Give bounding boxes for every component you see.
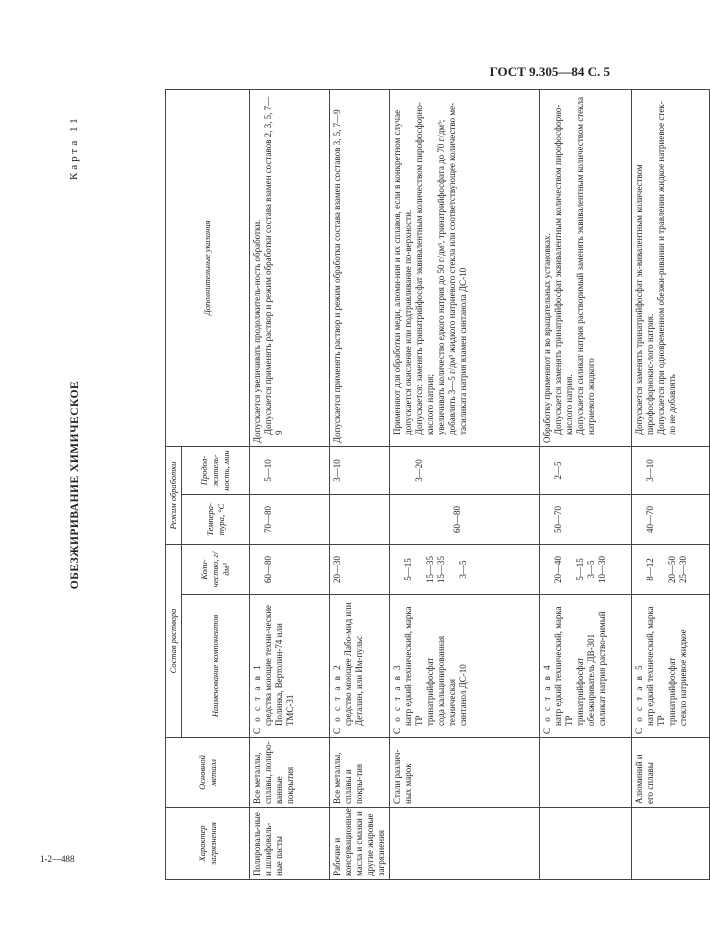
composition-label: С о с т а в 2 bbox=[332, 663, 342, 734]
header-duration: Продол-житель-ность, мин bbox=[182, 446, 250, 494]
components-cell bbox=[330, 595, 390, 738]
header-temperature: Темпера-тура, °С bbox=[182, 494, 250, 544]
quantity: 3—5 bbox=[586, 560, 596, 579]
temperature-cell bbox=[632, 494, 710, 544]
page-footer-code: 1-2—488 bbox=[40, 854, 75, 864]
note: добавлять 3—5 г/дм³ жидкого натриевого стекла или соответствующее количество ме-тасиликата натрия взамен синтанола ДС-10 bbox=[447, 102, 468, 435]
header-quantity: Коли-чество, г/дм³ bbox=[182, 544, 250, 594]
quantity: 5—15 bbox=[403, 558, 413, 581]
header-components: Наименование компонентов bbox=[182, 595, 250, 738]
note: Допускается при одновременном обезжи-ривании и травлении жидкое натриевое стек-ло не добавлять bbox=[656, 101, 677, 435]
component: тринатрийфосфат bbox=[667, 657, 677, 726]
components-cell bbox=[632, 595, 710, 738]
component: сода кальцинированная техническая bbox=[436, 635, 457, 726]
character-cell: Рабочие и консервационные масла и смазки и другие жировые загрязнения bbox=[330, 808, 390, 880]
quantity: 15—35 bbox=[436, 556, 446, 583]
rotated-page-content bbox=[65, 90, 688, 880]
notes-cell bbox=[330, 89, 390, 446]
quantity: 15—35 bbox=[425, 556, 435, 583]
duration-cell bbox=[250, 446, 330, 494]
quantity: 3—5 bbox=[458, 560, 468, 579]
duration: 3—10 bbox=[645, 459, 655, 482]
temperature-cell bbox=[250, 494, 330, 544]
duration-cell bbox=[390, 446, 540, 494]
component: средство моющее Лабо-мид или Деталин, или Им-пульс bbox=[343, 602, 364, 726]
component: натр едкий технический, марка ТР bbox=[553, 606, 574, 726]
note: Применяют для обработки меди, алюми-ния и их сплавов, если в конкретном случае допускается окисление или подтравливание по-верхности. bbox=[392, 109, 413, 435]
component: средства моющие техни-ческие Полинка, Вертолин-74 или ТМС-31 bbox=[263, 604, 295, 726]
note: Допускается применять раствор и режим обработки состава взамен составов 3, 5, 7—9 bbox=[332, 109, 342, 443]
header-mode: Режим обработки bbox=[166, 446, 182, 544]
duration: 2—5 bbox=[553, 461, 563, 480]
components-cell bbox=[250, 595, 330, 738]
note: Допускается силикат натрия растворимый заменять эквивалентным количеством стекла натриевого жидкого bbox=[575, 96, 596, 435]
note: Допускается увеличивать продолжитель-ность обработки. bbox=[252, 219, 262, 443]
header-notes: Дополнительные указания bbox=[166, 89, 250, 446]
duration-cell bbox=[540, 446, 632, 494]
duration-cell bbox=[632, 446, 710, 494]
quantity-cell bbox=[540, 544, 632, 594]
quantity: 5—15 bbox=[575, 558, 585, 581]
quantity-cell bbox=[390, 544, 540, 594]
quantity: 25—30 bbox=[678, 556, 688, 583]
temperature: 50—70 bbox=[553, 505, 563, 533]
duration-cell bbox=[330, 446, 390, 494]
quantity: 8—12 bbox=[645, 558, 655, 581]
table-row bbox=[250, 89, 330, 879]
table-title: ОБЕЗЖИРИВАНИЕ ХИМИЧЕСКОЕ bbox=[69, 380, 81, 590]
composition-label: С о с т а в 5 bbox=[634, 663, 644, 734]
component: синтанол ДС-10 bbox=[458, 664, 468, 726]
temperature-cell bbox=[330, 494, 390, 544]
duration: 3—10 bbox=[332, 459, 342, 482]
temperature: 70—80 bbox=[263, 505, 273, 533]
quantity: 20—50 bbox=[667, 556, 677, 583]
component: силикат натрия раство-римый bbox=[597, 611, 607, 726]
composition-label: С о с т а в 4 bbox=[542, 663, 552, 734]
duration: 5—10 bbox=[263, 459, 273, 482]
component: стекло натриевое жидкое bbox=[678, 629, 688, 726]
quantity: 10—30 bbox=[597, 556, 607, 583]
temperature-cell bbox=[390, 494, 540, 544]
quantity: 60—80 bbox=[263, 556, 273, 583]
metal-cell: Все металлы, сплавы и покры-тия bbox=[330, 738, 390, 808]
table-row bbox=[330, 89, 390, 879]
degreasing-table bbox=[165, 89, 710, 880]
quantity: 20—40 bbox=[553, 556, 563, 583]
component: тринатрийфосфат bbox=[425, 657, 435, 726]
note: Допускается применять раствор и режим обработки состава взамен составов 2, 3, 5, 7—9 bbox=[263, 96, 284, 435]
quantity-cell bbox=[250, 544, 330, 594]
page-header: ГОСТ 9.305—84 С. 5 bbox=[489, 64, 610, 79]
header-metal: Основной металл bbox=[166, 738, 250, 808]
quantity-cell bbox=[330, 544, 390, 594]
table-row bbox=[540, 89, 632, 879]
component: обезжириватель ДВ-301 bbox=[586, 633, 596, 726]
component: натр едкий технический, марка ТР bbox=[645, 606, 666, 726]
character-cell: Полироваль-ные и шлифоваль-ные пасты bbox=[250, 808, 330, 880]
note: Допускается заменять тринатрийфосфат эк-вивалентным количеством пирофосфорнокис-лого натрия. bbox=[634, 164, 655, 435]
composition-label: С о с т а в 1 bbox=[252, 663, 262, 734]
duration: 3—20 bbox=[414, 459, 424, 482]
character-cell bbox=[632, 808, 710, 880]
temperature-cell bbox=[540, 494, 632, 544]
card-label: Карта 11 bbox=[68, 115, 80, 180]
metal-cell bbox=[540, 738, 632, 808]
header-solution: Состав раствора bbox=[166, 544, 182, 737]
temperature: 40—70 bbox=[645, 505, 655, 533]
table-row bbox=[632, 89, 710, 879]
notes-cell bbox=[250, 89, 330, 446]
note: Допускается: заменять тринатрийфосфат эквивалентным количеством пирофосфорно-кислого натрия; bbox=[414, 102, 435, 435]
notes-cell bbox=[390, 89, 540, 446]
table-row bbox=[390, 89, 540, 879]
metal-cell: Алюминий и его сплавы bbox=[632, 738, 710, 808]
character-cell bbox=[540, 808, 632, 880]
notes-cell bbox=[540, 89, 632, 446]
composition-label: С о с т а в 3 bbox=[392, 663, 402, 734]
temperature: 60—80 bbox=[452, 505, 462, 533]
quantity: 20—30 bbox=[332, 556, 342, 583]
components-cell bbox=[390, 595, 540, 738]
quantity-cell bbox=[632, 544, 710, 594]
header-character: Характер загрязнения bbox=[166, 808, 250, 880]
note: увеличивать количество едкого натрия до 50 г/дм³, тринатрийфосфата до 70 г/дм³; bbox=[436, 119, 446, 435]
character-cell bbox=[390, 808, 540, 880]
metal-cell: Все металлы, сплавы, полиро-ванные покрытия bbox=[250, 738, 330, 808]
components-cell bbox=[540, 595, 632, 738]
component: натр едкий технический, марка ТР bbox=[403, 606, 424, 726]
note: Допускается заменять тринатрийфосфат эквивалентным количеством пирофосфорно-кислого натрия. bbox=[553, 104, 574, 435]
notes-cell bbox=[632, 89, 710, 446]
component: тринатрийфосфат bbox=[575, 657, 585, 726]
note: Обработку применяют и во вращательных установках. bbox=[542, 233, 552, 443]
metal-cell: Стали различ-ных марок bbox=[390, 738, 540, 808]
